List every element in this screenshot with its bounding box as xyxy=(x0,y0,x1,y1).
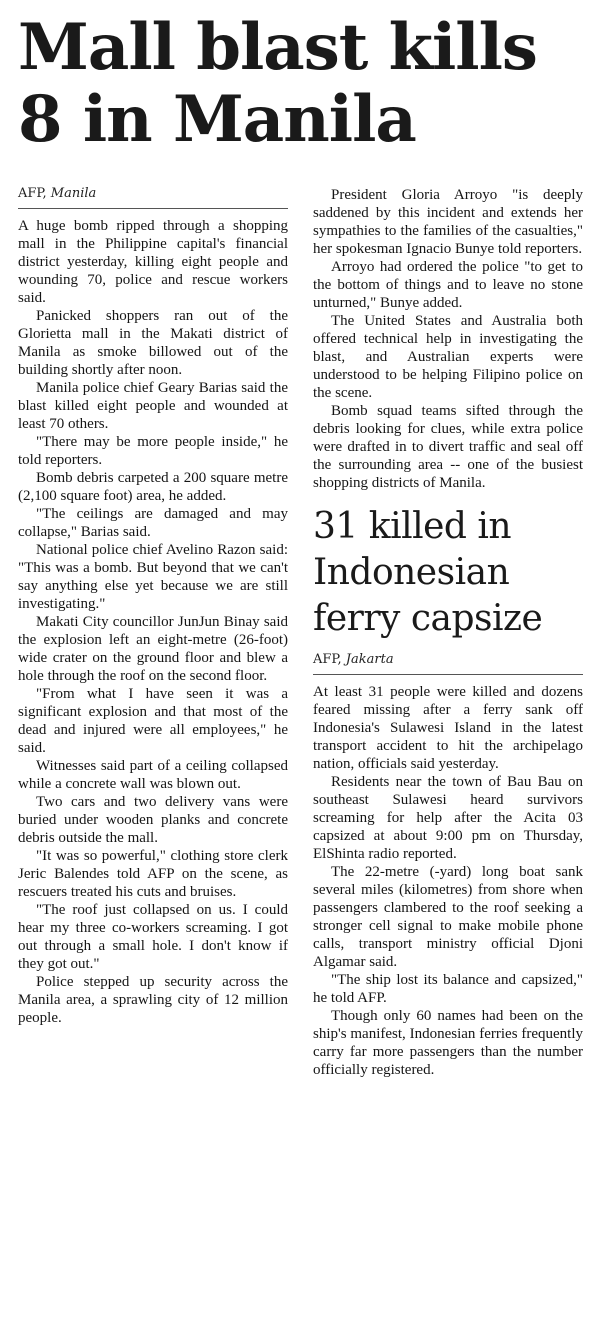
paragraph: Manila police chief Geary Barias said the blast killed eight people and wounded at least 70 others. xyxy=(18,380,288,432)
paragraph: "The ceilings are damaged and may collapse," Barias said. xyxy=(18,506,288,540)
main-story-left-column xyxy=(18,186,288,1027)
paragraph: "The roof just collapsed on us. I could hear my three co-workers screaming. I got out through a small hole. I don't know if they got out." xyxy=(18,902,288,972)
paragraph: Residents near the town of Bau Bau on southeast Sulawesi heard survivors screaming for help after the Acita 03 capsized at about 9:00 pm on Thursday, ElShinta radio reported. xyxy=(313,774,583,862)
paragraph: At least 31 people were killed and dozens feared missing after a ferry sank off Indonesia's Sulawesi Island in the latest transport accident to hit the archipelago nation, officials said yesterday. xyxy=(313,684,583,772)
byline-rule xyxy=(313,674,583,675)
byline-place: Jakarta xyxy=(345,652,394,667)
main-story-body-left xyxy=(18,217,288,1027)
paragraph: Panicked shoppers ran out of the Glorietta mall in the Makati district of Manila as smoke billowed out of the building shortly after noon. xyxy=(18,308,288,378)
paragraph: National police chief Avelino Razon said: "This was a bomb. But beyond that we can't say anything else yet because we are still investigating." xyxy=(18,542,288,612)
paragraph: "It was so powerful," clothing store clerk Jeric Balendes told AFP on the scene, as rescuers treated his cuts and bruises. xyxy=(18,848,288,900)
paragraph: Police stepped up security across the Manila area, a sprawling city of 12 million people. xyxy=(18,974,288,1026)
paragraph: President Gloria Arroyo "is deeply saddened by this incident and extends her sympathies to the families of the casualties," her spokesman Ignacio Bunye told reporters. xyxy=(313,187,583,257)
paragraph: Two cars and two delivery vans were buried under wooden planks and concrete debris outside the mall. xyxy=(18,794,288,846)
main-story-byline xyxy=(18,186,288,202)
paragraph: Makati City councillor JunJun Binay said the explosion left an eight-metre (26-foot) wide crater on the ground floor and blew a hole through the roof on the second floor. xyxy=(18,614,288,684)
paragraph: "There may be more people inside," he told reporters. xyxy=(18,434,288,468)
right-column xyxy=(313,186,583,1079)
second-story-headline: 31 killed in Indonesian ferry capsize xyxy=(313,506,543,639)
paragraph: "From what I have seen it was a significant explosion and that most of the dead and injured were all employees," he said. xyxy=(18,686,288,756)
main-story-body-right xyxy=(313,186,583,492)
paragraph: Bomb squad teams sifted through the debris looking for clues, while extra police were drafted in to divert traffic and seal off the surrounding area -- one of the busiest shopping districts of Manila. xyxy=(313,403,583,491)
paragraph: Bomb debris carpeted a 200 square metre (2,100 square foot) area, he added. xyxy=(18,470,288,504)
paragraph: Witnesses said part of a ceiling collapsed while a concrete wall was blown out. xyxy=(18,758,288,792)
paragraph: The United States and Australia both offered technical help in investigating the blast, and Australian experts were understood to be helping Filipino police on the scene. xyxy=(313,313,583,401)
second-story-byline xyxy=(313,652,583,668)
byline-agency: AFP, xyxy=(313,652,342,667)
second-story-body xyxy=(313,683,583,1079)
paragraph: The 22-metre (-yard) long boat sank several miles (kilometres) from shore when passengers clambered to the roof seeking a stronger cell signal to make mobile phone calls, transport ministry official Djoni Algamar said. xyxy=(313,864,583,970)
paragraph: Though only 60 names had been on the ship's manifest, Indonesian ferries frequently carry far more passengers than the number officially registered. xyxy=(313,1008,583,1078)
byline-rule xyxy=(18,208,288,209)
paragraph: "The ship lost its balance and capsized," he told AFP. xyxy=(313,972,583,1006)
paragraph: Arroyo had ordered the police "to get to the bottom of things and to leave no stone unturned," Bunye added. xyxy=(313,259,583,311)
paragraph: A huge bomb ripped through a shopping mall in the Philippine capital's financial district yesterday, killing eight people and wounding 70, police and rescue workers said. xyxy=(18,218,288,306)
byline-place: Manila xyxy=(50,186,97,201)
byline-agency: AFP, xyxy=(18,186,47,201)
main-headline: Mall blast kills 8 in Manila xyxy=(18,10,537,157)
